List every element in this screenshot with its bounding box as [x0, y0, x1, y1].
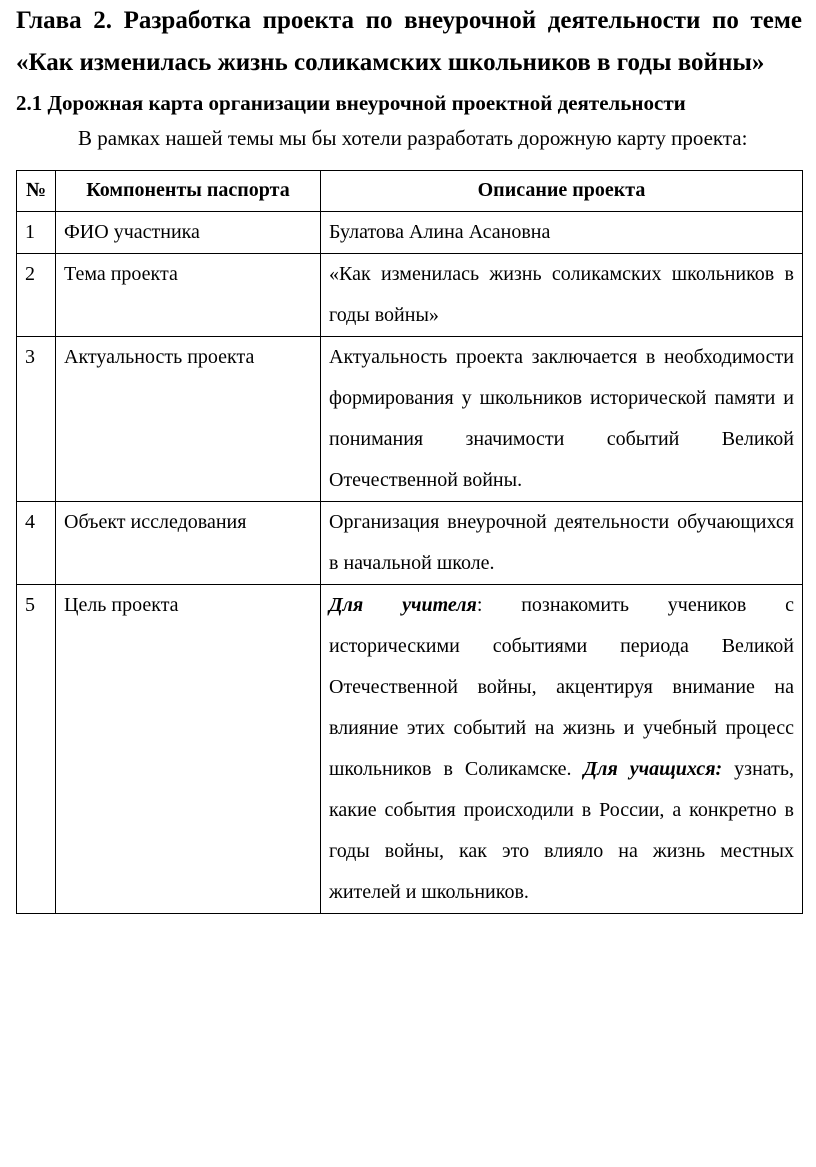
teacher-text: : познакомить учеников с историческими событиями периода Великой Отечественной войны, акцентируя внимание на влияние этих событий на жизнь и учебный процесс школьников в Соликамске.	[329, 594, 794, 780]
row-description: Актуальность проекта заключается в необходимости формирования у школьников исторической памяти и понимания значимости событий Великой Отечественной войны.	[321, 337, 803, 502]
roadmap-table	[16, 170, 803, 914]
row-num: 3	[17, 337, 56, 502]
section-title: 2.1 Дорожная карта организации внеурочной проектной деятельности	[16, 91, 686, 115]
row-component: Объект исследования	[56, 502, 321, 585]
row-num: 5	[17, 585, 56, 914]
row-description: Организация внеурочной деятельности обучающихся в начальной школе.	[321, 502, 803, 585]
table-row	[17, 212, 803, 254]
header-description: Описание проекта	[321, 171, 803, 212]
intro-paragraph: В рамках нашей темы мы бы хотели разработать дорожную карту проекта:	[78, 126, 748, 150]
table-header-row	[17, 171, 803, 212]
row-description: Булатова Алина Асановна	[321, 212, 803, 254]
row-description	[321, 585, 803, 914]
row-component: Цель проекта	[56, 585, 321, 914]
table-row	[17, 254, 803, 337]
table-row	[17, 585, 803, 914]
header-num: №	[17, 171, 56, 212]
students-text: узнать, какие события происходили в России, а конкретно в годы войны, как это влияло на жизнь местных жителей и школьников.	[329, 758, 795, 903]
chapter-title: Глава 2. Разработка проекта по внеурочной деятельности по теме «Как изменилась жизнь соликамских школьников в годы войны»	[16, 7, 802, 76]
document-page	[16, 0, 802, 914]
header-component: Компоненты паспорта	[56, 171, 321, 212]
row-num: 4	[17, 502, 56, 585]
row-component: ФИО участника	[56, 212, 321, 254]
row-num: 2	[17, 254, 56, 337]
teacher-label: Для учителя	[329, 594, 477, 616]
students-label: Для учащихся:	[583, 758, 723, 780]
row-num: 1	[17, 212, 56, 254]
row-component: Тема проекта	[56, 254, 321, 337]
row-component: Актуальность проекта	[56, 337, 321, 502]
row-description: «Как изменилась жизнь соликамских школьников в годы войны»	[321, 254, 803, 337]
table-row	[17, 337, 803, 502]
table-row	[17, 502, 803, 585]
